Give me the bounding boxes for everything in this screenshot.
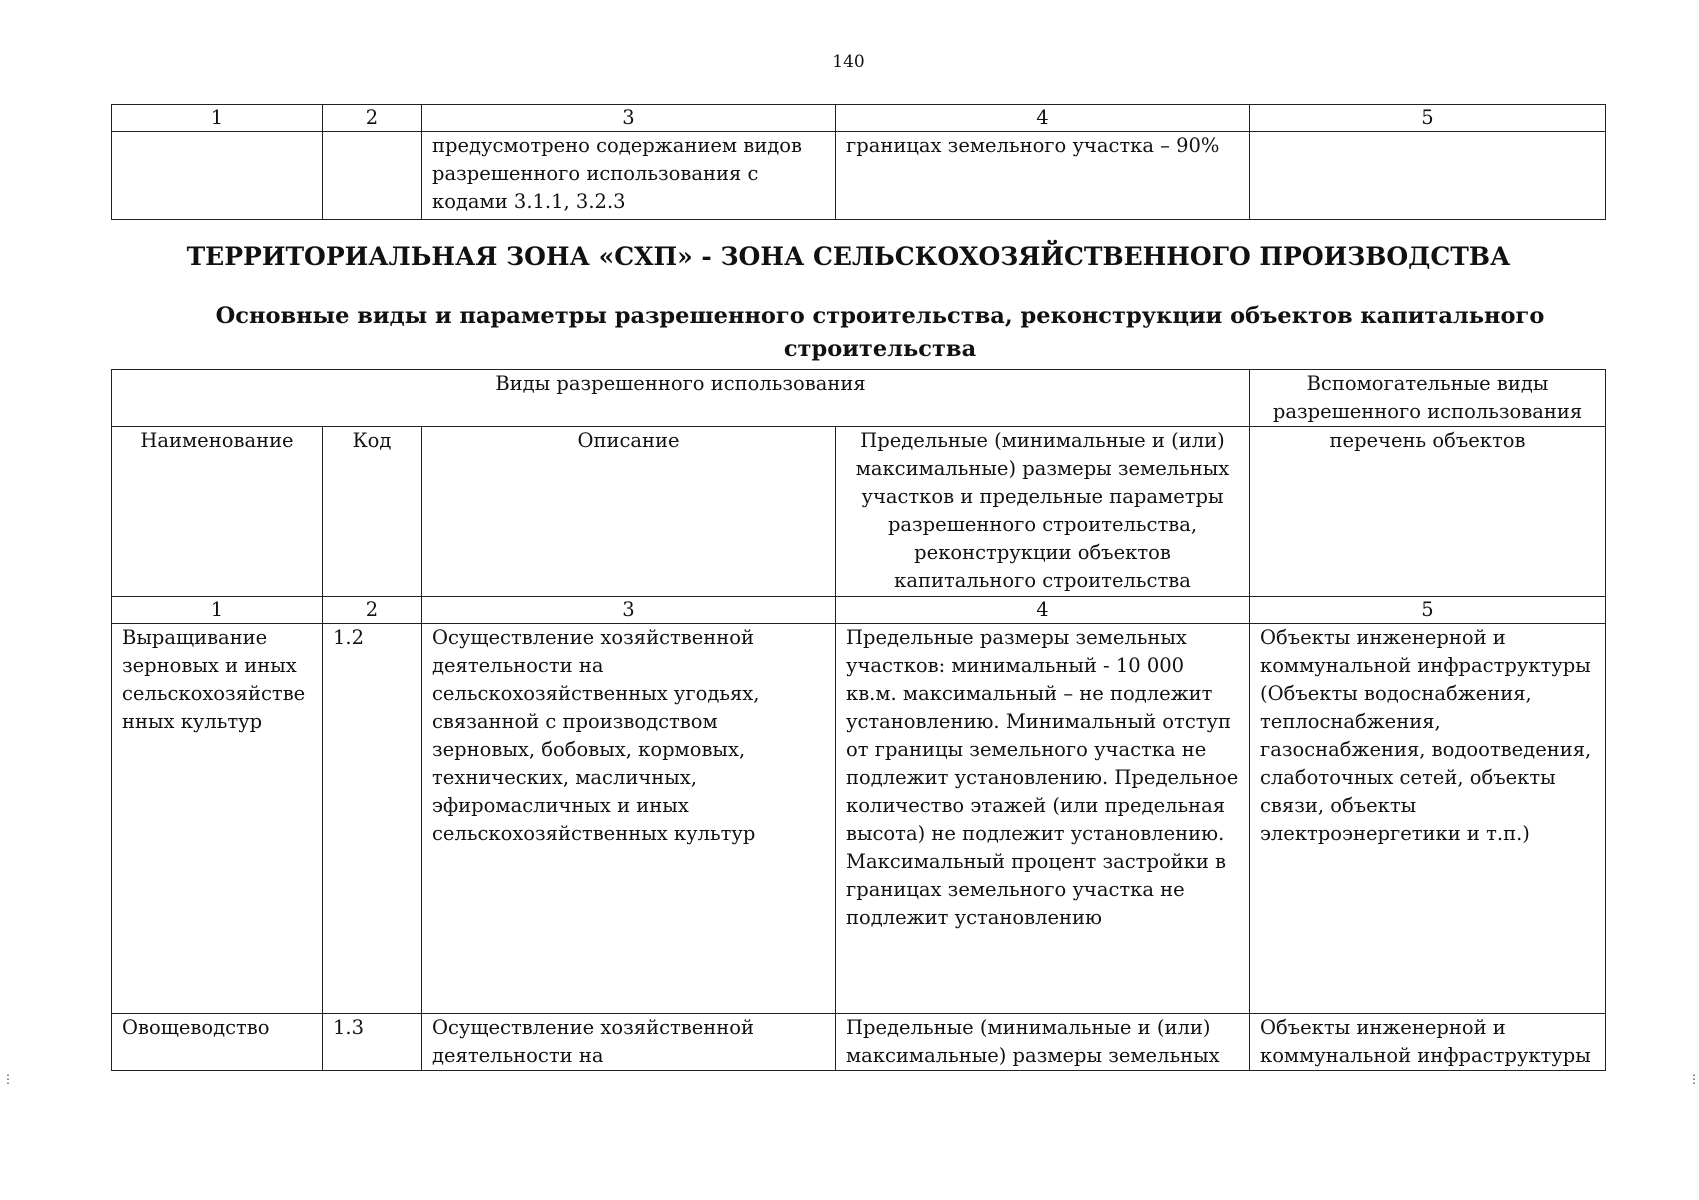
continued-table (111, 104, 1606, 220)
section-title: Основные виды и параметры разрешенного строительства, реконструкции объектов капитального строительства (215, 303, 1545, 362)
aux-header: Вспомогательные виды разрешенного использования (1250, 370, 1606, 427)
col-number: 2 (323, 597, 422, 624)
col-number: 4 (836, 105, 1250, 132)
column-header-row (112, 427, 1606, 597)
main-table (111, 369, 1606, 1071)
scan-edge-mark-left: ⋮ (2, 1072, 13, 1086)
cell-code: 1.2 (323, 624, 422, 1014)
header-code: Код (323, 427, 422, 597)
cell-name: Овощеводство (112, 1014, 323, 1071)
cell-code (323, 132, 422, 220)
header-parameters: Предельные (минимальные и (или) максимальные) размеры земельных участков и предельные параметры разрешенного строительства, реконструкции объектов капитального строительства (836, 427, 1250, 597)
cell-parameters: Предельные размеры земельных участков: минимальный - 10 000 кв.м. максимальный – не подлежит установлению. Минимальный отступ от границы земельного участка не подлежит установлению. Предельное количество этажей (или предельная высота) не подлежит установлению. Максимальный процент застройки в границах земельного участка не подлежит установлению (836, 624, 1250, 1014)
cell-name (112, 132, 323, 220)
cell-code: 1.3 (323, 1014, 422, 1071)
col-number: 4 (836, 597, 1250, 624)
cell-description: Осуществление хозяйственной деятельности на (422, 1014, 836, 1071)
cell-description: Осуществление хозяйственной деятельности на сельскохозяйственных угодьях, связанной с производством зерновых, бобовых, кормовых, технических, масличных, эфиромасличных и иных сельскохозяйственных культур (422, 624, 836, 1014)
page-number: 140 (832, 52, 865, 72)
table-number-row (112, 105, 1606, 132)
cell-objects: Объекты инженерной и коммунальной инфраструктуры (1250, 1014, 1606, 1071)
col-number: 3 (422, 597, 836, 624)
col-number: 5 (1250, 105, 1606, 132)
cell-objects: Объекты инженерной и коммунальной инфраструктуры (Объекты водоснабжения, теплоснабжения, газоснабжения, водоотведения, слаботочных сетей, объекты связи, объекты электроэнергетики и т.п.) (1250, 624, 1606, 1014)
table-row (112, 1014, 1606, 1071)
table-row (112, 132, 1606, 220)
header-description: Описание (422, 427, 836, 597)
cell-name: Выращивание зерновых и иных сельскохозяйстве нных культур (112, 624, 323, 1014)
cell-description: предусмотрено содержанием видов разрешенного использования с кодами 3.1.1, 3.2.3 (422, 132, 836, 220)
cell-auxiliary (1250, 132, 1606, 220)
zone-title: ТЕРРИТОРИАЛЬНАЯ ЗОНА «СХП» - ЗОНА СЕЛЬСКОХОЗЯЙСТВЕННОГО ПРОИЗВОДСТВА (186, 242, 1511, 271)
col-number: 2 (323, 105, 422, 132)
col-number: 5 (1250, 597, 1606, 624)
group-header: Виды разрешенного использования (112, 370, 1250, 427)
group-header-row (112, 370, 1606, 427)
col-number: 3 (422, 105, 836, 132)
header-name: Наименование (112, 427, 323, 597)
header-objects: перечень объектов (1250, 427, 1606, 597)
scan-edge-mark-right: ⋮ (1688, 1072, 1699, 1086)
cell-parameters: Предельные (минимальные и (или) максимальные) размеры земельных (836, 1014, 1250, 1071)
col-number: 1 (112, 597, 323, 624)
cell-parameters: границах земельного участка – 90% (836, 132, 1250, 220)
table-number-row (112, 597, 1606, 624)
col-number: 1 (112, 105, 323, 132)
table-row (112, 624, 1606, 1014)
